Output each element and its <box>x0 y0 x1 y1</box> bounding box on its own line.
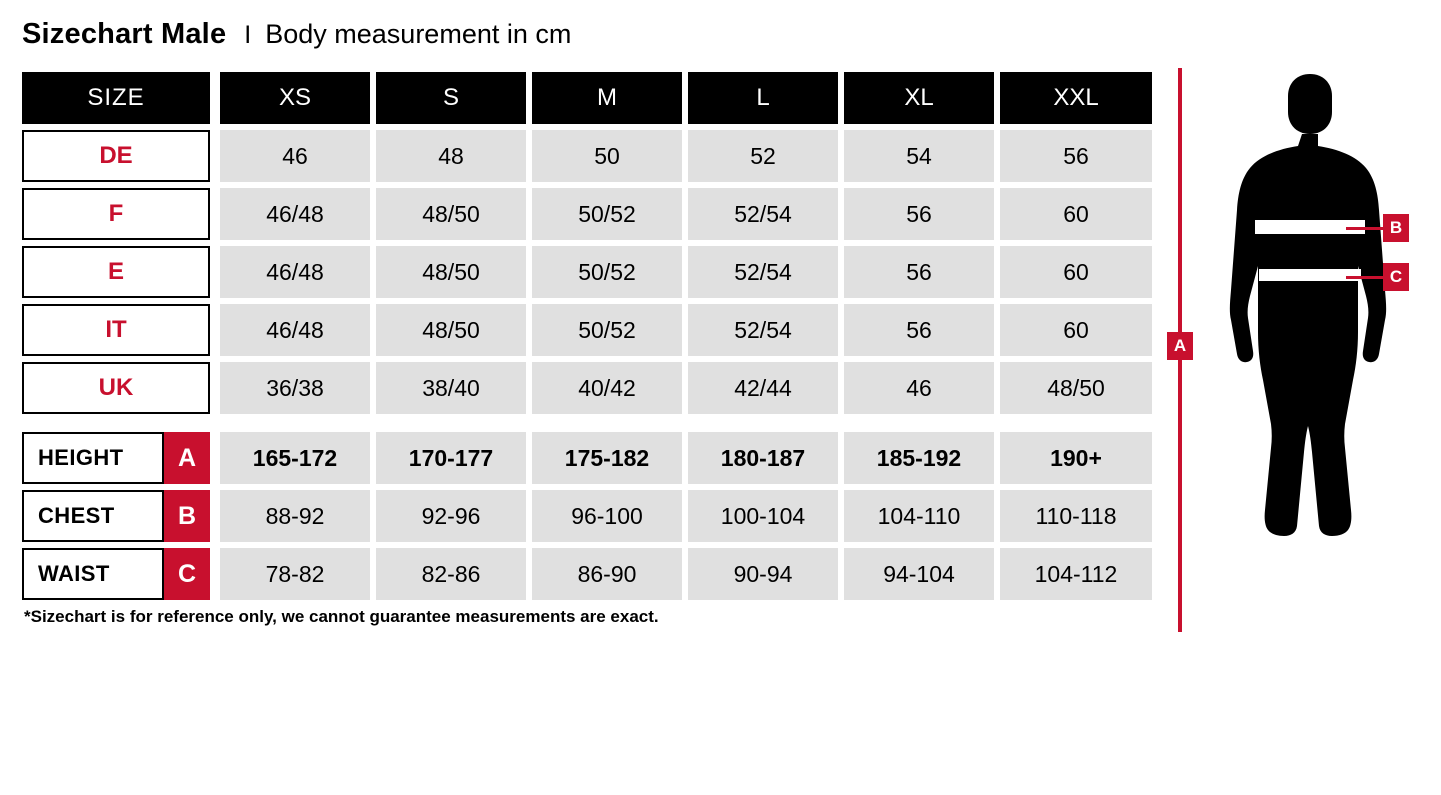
cell-waist-xxl: 104-112 <box>1000 548 1152 600</box>
cell-height-xxl: 190+ <box>1000 432 1152 484</box>
table-row <box>22 246 1156 298</box>
header-size-xxl: XXL <box>1000 72 1152 124</box>
table-row <box>22 188 1156 240</box>
cell-uk-m: 40/42 <box>532 362 682 414</box>
leader-line-chest <box>1346 227 1386 230</box>
cell-de-xs: 46 <box>220 130 370 182</box>
cell-e-s: 48/50 <box>376 246 526 298</box>
cell-de-xl: 54 <box>844 130 994 182</box>
cell-f-m: 50/52 <box>532 188 682 240</box>
cell-it-l: 52/54 <box>688 304 838 356</box>
cell-chest-xs: 88-92 <box>220 490 370 542</box>
cell-uk-xs: 36/38 <box>220 362 370 414</box>
cell-height-xl: 185-192 <box>844 432 994 484</box>
cell-uk-xxl: 48/50 <box>1000 362 1152 414</box>
row-label-chest-wrap <box>22 490 210 542</box>
male-body-silhouette-icon <box>1210 68 1410 638</box>
cell-it-m: 50/52 <box>532 304 682 356</box>
cell-height-m: 175-182 <box>532 432 682 484</box>
cell-uk-xl: 46 <box>844 362 994 414</box>
header-size-xl: XL <box>844 72 994 124</box>
cell-height-s: 170-177 <box>376 432 526 484</box>
cell-de-m: 50 <box>532 130 682 182</box>
cell-de-xxl: 56 <box>1000 130 1152 182</box>
badge-c-waist: C <box>164 548 210 600</box>
cell-f-l: 52/54 <box>688 188 838 240</box>
page-title-subtitle: Body measurement in cm <box>265 19 572 49</box>
cell-waist-xl: 94-104 <box>844 548 994 600</box>
page-title-main: Sizechart Male <box>22 18 227 50</box>
header-size-m: M <box>532 72 682 124</box>
row-label-e: E <box>22 246 210 298</box>
row-label-f: F <box>22 188 210 240</box>
cell-uk-l: 42/44 <box>688 362 838 414</box>
table-row <box>22 304 1156 356</box>
body-figure-area <box>1160 68 1430 638</box>
table-row <box>22 362 1156 414</box>
figure-badge-a-height: A <box>1167 332 1193 360</box>
table-row <box>22 130 1156 182</box>
cell-waist-xs: 78-82 <box>220 548 370 600</box>
cell-chest-s: 92-96 <box>376 490 526 542</box>
header-size-xs: XS <box>220 72 370 124</box>
page-title <box>22 18 571 51</box>
cell-height-xs: 165-172 <box>220 432 370 484</box>
cell-e-xl: 56 <box>844 246 994 298</box>
cell-uk-s: 38/40 <box>376 362 526 414</box>
row-label-de: DE <box>22 130 210 182</box>
cell-de-l: 52 <box>688 130 838 182</box>
row-label-uk: UK <box>22 362 210 414</box>
header-size-label: SIZE <box>22 72 210 124</box>
cell-height-l: 180-187 <box>688 432 838 484</box>
cell-e-xxl: 60 <box>1000 246 1152 298</box>
cell-it-s: 48/50 <box>376 304 526 356</box>
cell-e-xs: 46/48 <box>220 246 370 298</box>
cell-chest-xl: 104-110 <box>844 490 994 542</box>
badge-b-chest: B <box>164 490 210 542</box>
cell-chest-l: 100-104 <box>688 490 838 542</box>
header-size-l: L <box>688 72 838 124</box>
leader-line-waist <box>1346 276 1386 279</box>
cell-f-s: 48/50 <box>376 188 526 240</box>
cell-waist-m: 86-90 <box>532 548 682 600</box>
footnote: *Sizechart is for reference only, we cannot guarantee measurements are exact. <box>24 607 659 626</box>
cell-e-m: 50/52 <box>532 246 682 298</box>
row-label-height-wrap <box>22 432 210 484</box>
sizechart-table <box>22 72 1156 606</box>
row-label-it: IT <box>22 304 210 356</box>
row-label-waist-wrap <box>22 548 210 600</box>
table-row <box>22 548 1156 600</box>
cell-it-xs: 46/48 <box>220 304 370 356</box>
figure-badge-b-chest: B <box>1383 214 1409 242</box>
cell-chest-xxl: 110-118 <box>1000 490 1152 542</box>
page-title-separator: I <box>244 21 252 49</box>
cell-waist-s: 82-86 <box>376 548 526 600</box>
cell-f-xl: 56 <box>844 188 994 240</box>
cell-f-xxl: 60 <box>1000 188 1152 240</box>
header-size-s: S <box>376 72 526 124</box>
table-row <box>22 432 1156 484</box>
cell-de-s: 48 <box>376 130 526 182</box>
row-label-waist: WAIST <box>22 548 164 600</box>
table-header-row <box>22 72 1156 124</box>
figure-badge-c-waist: C <box>1383 263 1409 291</box>
row-label-chest: CHEST <box>22 490 164 542</box>
cell-e-l: 52/54 <box>688 246 838 298</box>
row-label-height: HEIGHT <box>22 432 164 484</box>
cell-it-xl: 56 <box>844 304 994 356</box>
cell-it-xxl: 60 <box>1000 304 1152 356</box>
cell-f-xs: 46/48 <box>220 188 370 240</box>
cell-chest-m: 96-100 <box>532 490 682 542</box>
badge-a-height: A <box>164 432 210 484</box>
table-row <box>22 490 1156 542</box>
cell-waist-l: 90-94 <box>688 548 838 600</box>
